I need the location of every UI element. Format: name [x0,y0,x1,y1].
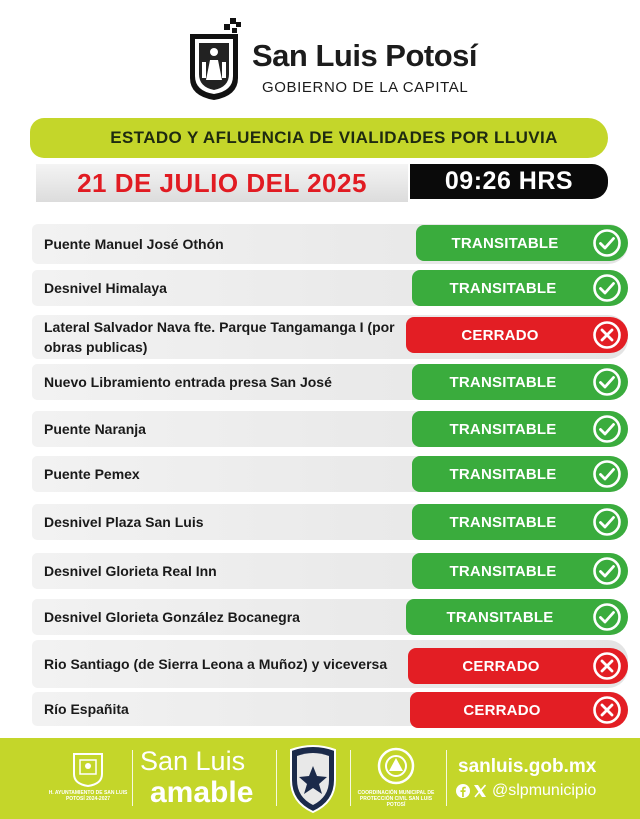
status-badge-transitable [412,364,628,400]
status-badge-transitable [412,270,628,306]
check-circle-icon [592,414,622,444]
road-name: Nuevo Libramiento entrada presa San José [44,374,332,390]
civil-protection-logo-icon [376,746,416,786]
ayuntamiento-seal-icon [68,748,108,788]
road-row [32,692,628,726]
check-circle-icon [592,602,622,632]
footer-divider [276,750,277,806]
road-row [32,315,628,359]
status-badge-transitable [416,225,628,261]
status-badge-transitable [412,411,628,447]
check-circle-icon [592,507,622,537]
slogan-line-2: amable [150,776,254,809]
road-name: Puente Naranja [44,421,146,437]
footer [0,738,640,819]
status-badge-cerrado [410,692,628,728]
status-text: TRANSITABLE [446,608,554,626]
road-row [32,599,628,635]
city-coat-of-arms-icon [186,18,242,102]
status-text: CERRADO [463,701,541,719]
civil-protection-caption: COORDINACIÓN MUNICIPAL DE PROTECCIÓN CIVIL SAN LUIS POTOSÍ [357,790,435,808]
status-text: CERRADO [461,326,539,344]
status-text: TRANSITABLE [449,373,557,391]
time-box [410,164,608,199]
x-circle-icon [592,695,622,725]
x-icon[interactable] [473,784,487,798]
report-time: 09:26 HRS [444,167,574,195]
road-name: Río Españita [44,701,129,717]
road-name: Desnivel Himalaya [44,280,167,296]
footer-divider [132,750,133,806]
check-circle-icon [592,228,622,258]
slogan-line-1: San Luis [140,746,246,776]
road-name: Puente Pemex [44,466,140,482]
check-circle-icon [592,367,622,397]
road-name: Rio Santiago (de Sierra Leona a Muñoz) y viceversa [44,656,388,672]
status-text: TRANSITABLE [449,465,557,483]
road-row [32,640,628,688]
road-name: Desnivel Glorieta González Bocanegra [44,609,300,625]
page-title: ESTADO Y AFLUENCIA DE VIALIDADES POR LLUVIA [110,128,558,147]
road-row [32,411,628,447]
status-badge-transitable [412,504,628,540]
road-name: Puente Manuel José Othón [44,236,224,252]
brand-subtitle: GOBIERNO DE LA CAPITAL [262,79,469,96]
police-badge-icon [285,744,341,814]
title-bar [30,118,608,158]
road-row [32,270,628,306]
road-row [32,553,628,589]
facebook-icon[interactable] [456,784,470,798]
status-text: TRANSITABLE [449,420,557,438]
road-row [32,224,628,264]
road-name: Desnivel Glorieta Real Inn [44,563,217,579]
road-name: Desnivel Plaza San Luis [44,514,204,530]
status-text: TRANSITABLE [451,234,559,252]
status-badge-transitable [406,599,628,635]
website-link[interactable]: sanluis.gob.mx [458,756,597,777]
status-text: TRANSITABLE [449,513,557,531]
road-row [32,456,628,492]
social-row [456,782,596,800]
road-name: Lateral Salvador Nava fte. Parque Tangamanga I (por obras publicas) [44,319,395,355]
x-circle-icon [592,651,622,681]
check-circle-icon [592,459,622,489]
check-circle-icon [592,556,622,586]
status-badge-cerrado [408,648,628,684]
road-row [32,504,628,540]
header [0,0,640,118]
social-handle[interactable]: @slpmunicipio [492,782,597,799]
footer-divider [446,750,447,806]
check-circle-icon [592,273,622,303]
status-badge-cerrado [406,317,628,353]
road-row [32,364,628,400]
ayuntamiento-caption: H. AYUNTAMIENTO DE SAN LUIS POTOSÍ 2024-2027 [48,790,128,802]
status-badge-transitable [412,553,628,589]
date-box [36,164,408,202]
report-date: 21 DE JULIO DEL 2025 [77,167,367,198]
status-text: TRANSITABLE [449,562,557,580]
x-circle-icon [592,320,622,350]
status-badge-transitable [412,456,628,492]
status-text: TRANSITABLE [449,279,557,297]
brand-name: San Luis Potosí [252,38,478,73]
status-text: CERRADO [462,657,540,675]
